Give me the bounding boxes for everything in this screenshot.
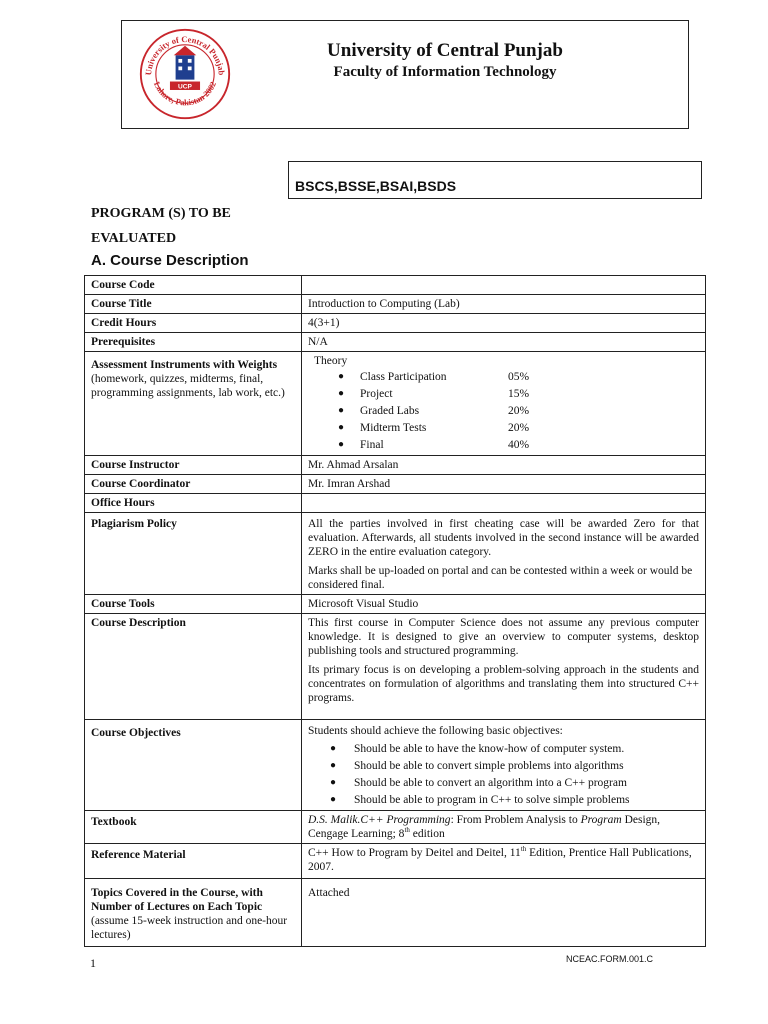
textbook-superscript: th — [404, 826, 410, 835]
row-label: Course Title — [85, 295, 302, 314]
weight-name: Graded Labs — [360, 404, 420, 417]
table-row — [85, 879, 706, 947]
reference-superscript: th — [520, 845, 527, 854]
row-label — [85, 879, 302, 947]
logo-seal-center-text: UCP — [178, 83, 192, 91]
list-item — [338, 419, 699, 436]
table-row — [85, 295, 706, 314]
row-value: Mr. Ahmad Arsalan — [302, 456, 706, 475]
textbook-value — [302, 811, 706, 844]
description-paragraph: This first course in Computer Science does not assume any previous computer knowledge. It is designed to give an overview to computer systems, desktop publishing tools and structured programming. — [308, 617, 699, 657]
bullet-icon: ● — [338, 370, 345, 382]
table-row — [85, 595, 706, 614]
objective-text: Should be able to convert an algorithm into a C++ program — [354, 776, 627, 789]
list-item — [338, 385, 699, 402]
row-label: Textbook — [85, 811, 302, 844]
page-number: 1 — [90, 956, 96, 970]
row-label: Plagiarism Policy — [85, 513, 302, 595]
list-item — [308, 791, 699, 808]
table-row — [85, 475, 706, 494]
textbook-text: edition — [409, 828, 445, 840]
section-title: A. Course Description — [91, 252, 249, 269]
row-value — [302, 276, 706, 295]
table-row — [85, 720, 706, 811]
objective-text: Should be able to program in C++ to solve simple problems — [354, 793, 630, 806]
textbook-text: : From Problem Analysis to — [450, 814, 581, 826]
reference-text: Edition, Prentice Hall Publications, 2007. — [308, 847, 692, 873]
row-label: Course Tools — [85, 595, 302, 614]
bullet-icon: ● — [330, 742, 337, 754]
weight-name: Midterm Tests — [360, 421, 427, 434]
list-item — [338, 436, 699, 453]
table-row — [85, 456, 706, 475]
row-label — [85, 352, 302, 456]
assessment-weights — [302, 352, 706, 456]
table-row — [85, 352, 706, 456]
course-objectives — [302, 720, 706, 811]
textbook-italic: Program — [580, 814, 622, 826]
weight-value: 05% — [508, 370, 530, 383]
weight-name: Project — [360, 387, 393, 400]
plagiarism-paragraph: All the parties involved in first cheating case will be awarded Zero for that evaluation. Afterwards, all students involved in the second instance will be awarded ZERO in the entire evaluation category. — [308, 518, 699, 558]
university-name: University of Central Punjab — [327, 40, 563, 61]
list-item — [308, 740, 699, 757]
plagiarism-paragraph: Marks shall be up-loaded on portal and can be contested within a week or would be considered final. — [308, 565, 693, 591]
objective-text: Should be able to convert simple problems into algorithms — [354, 759, 624, 772]
assessment-heading: Theory — [314, 355, 348, 367]
plagiarism-policy-text — [302, 513, 706, 595]
program-label-line2: EVALUATED — [91, 231, 177, 246]
objectives-list — [308, 740, 699, 808]
header-box — [121, 20, 689, 129]
row-label: Course Objectives — [85, 720, 302, 811]
bullet-icon: ● — [338, 438, 345, 450]
list-item — [308, 774, 699, 791]
list-item — [338, 368, 699, 385]
row-label: Credit Hours — [85, 314, 302, 333]
table-row — [85, 314, 706, 333]
table-row — [85, 811, 706, 844]
program-label-line1: PROGRAM (S) TO BE — [91, 206, 231, 221]
row-value: 4(3+1) — [302, 314, 706, 333]
weight-value: 40% — [508, 438, 530, 451]
bullet-icon: ● — [330, 776, 337, 788]
row-value: Attached — [302, 879, 706, 947]
topics-label-rest: (assume 15-week instruction and one-hour lectures) — [91, 915, 288, 941]
textbook-author-title: D.S. Malik.C++ Programming — [308, 814, 451, 826]
weight-name: Final — [360, 438, 384, 451]
logo-seal-bottom-text: Lahore, Pakistan 2002 — [151, 79, 219, 108]
table-row — [85, 513, 706, 595]
weight-value: 20% — [508, 421, 530, 434]
bullet-icon: ● — [338, 421, 345, 433]
weight-value: 15% — [508, 387, 530, 400]
course-description-table — [84, 275, 706, 947]
program-value: BSCS,BSSE,BSAI,BSDS — [288, 161, 702, 199]
course-description-text — [302, 614, 706, 720]
table-row — [85, 276, 706, 295]
objectives-intro: Students should achieve the following basic objectives: — [308, 725, 563, 737]
row-label: Office Hours — [85, 494, 302, 513]
list-item — [338, 402, 699, 419]
bullet-icon: ● — [330, 759, 337, 771]
table-row — [85, 614, 706, 720]
topics-label-bold: Topics Covered in the Course, with Number of Lectures on Each Topic — [91, 887, 263, 913]
bullet-icon: ● — [338, 404, 345, 416]
row-value: Mr. Imran Arshad — [302, 475, 706, 494]
row-value — [302, 494, 706, 513]
bullet-icon: ● — [338, 387, 345, 399]
row-label: Course Coordinator — [85, 475, 302, 494]
bullet-icon: ● — [330, 793, 337, 805]
table-row — [85, 333, 706, 352]
description-paragraph: Its primary focus is on developing a problem-solving approach in the students and concentrates on formulation of algorithms and translating them into structured C++ programs. — [308, 664, 699, 704]
weight-name: Class Participation — [360, 370, 447, 383]
list-item — [308, 757, 699, 774]
objective-text: Should be able to have the know-how of computer system. — [354, 742, 625, 755]
form-code: NCEAC.FORM.001.C — [566, 954, 654, 964]
row-label: Prerequisites — [85, 333, 302, 352]
row-value: N/A — [302, 333, 706, 352]
table-row — [85, 844, 706, 879]
row-label: Reference Material — [85, 844, 302, 879]
logo-seal-top-text: University of Central Punjab — [143, 33, 227, 76]
faculty-name: Faculty of Information Technology — [333, 64, 557, 80]
table-row — [85, 494, 706, 513]
row-label: Course Instructor — [85, 456, 302, 475]
row-value: Introduction to Computing (Lab) — [302, 295, 706, 314]
reference-value — [302, 844, 706, 879]
assessment-label-bold: Assessment Instruments with Weights — [91, 359, 278, 371]
weight-value: 20% — [508, 404, 530, 417]
reference-text: C++ How to Program by Deitel and Deitel, 11 — [308, 847, 521, 859]
row-value: Microsoft Visual Studio — [302, 595, 706, 614]
textbook-text: Design, Cengage Learning; 8 — [308, 814, 661, 840]
row-label: Course Code — [85, 276, 302, 295]
assessment-label-rest: (homework, quizzes, midterms, final, programming assignments, lab work, etc.) — [91, 373, 285, 399]
row-label: Course Description — [85, 614, 302, 720]
program-label — [91, 201, 281, 251]
